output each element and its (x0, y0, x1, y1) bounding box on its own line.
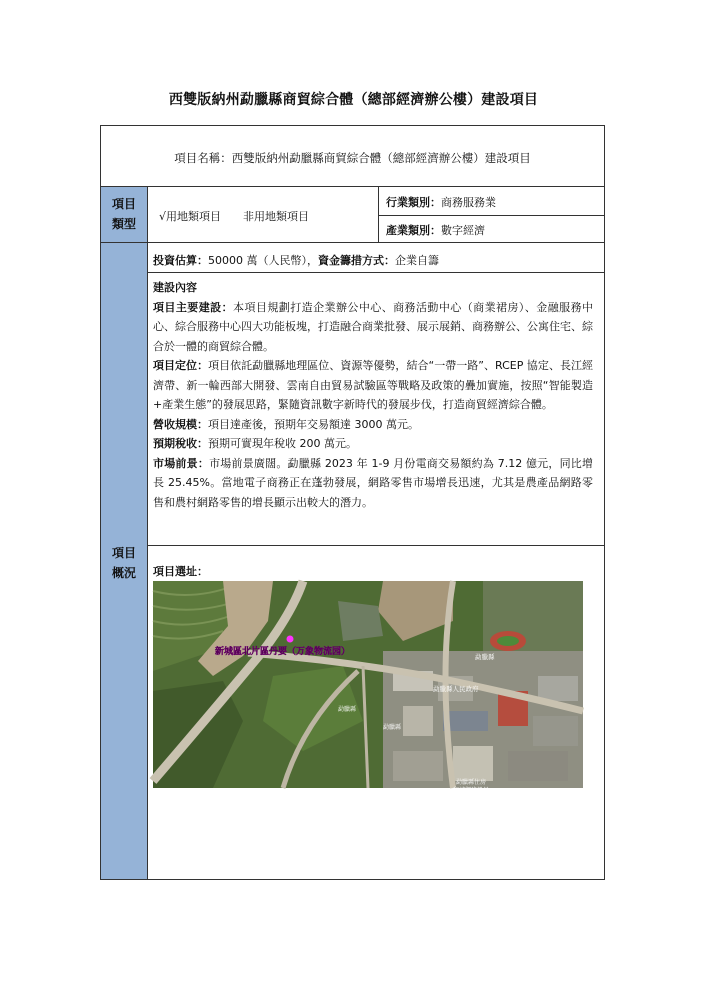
tax-text: 預期可實現年稅收 200 萬元。 (208, 437, 357, 450)
satellite-image (153, 581, 583, 794)
industry-category (386, 194, 496, 210)
document-title: 西雙版納州勐臘縣商貿綜合體（總部經濟辦公樓）建設項目 (168, 92, 539, 108)
main-construction-text: 本項目規劃打造企業辦公中心、商務活動中心（商業裙房）、金融服務中心、綜合服務中心四大功能板塊，打造融合商業批發、展示展銷、商務辦公、公寓住宅、綜合於一體的商貿綜合體。 (153, 300, 594, 353)
site-label: 項目選址： (153, 565, 208, 578)
project-table (100, 125, 605, 880)
funding-value: 企業自籌 (395, 254, 439, 267)
type-label-line2: 類型 (111, 217, 136, 231)
tax (153, 434, 593, 454)
overview-label-line2: 概況 (111, 566, 136, 580)
positioning (153, 356, 593, 415)
main-construction-label: 項目主要建設： (153, 300, 234, 314)
row-divider (148, 272, 604, 273)
site-satellite-map (153, 581, 583, 794)
revenue (153, 415, 593, 435)
map-place-label: 勐臘縣人民政府 (433, 685, 479, 693)
map-place-label: 勐臘縣住房 (456, 779, 487, 786)
row-divider (378, 215, 604, 216)
market (153, 454, 593, 513)
col-divider (147, 187, 148, 242)
sector-value: 數字經濟 (441, 224, 485, 237)
map-place-label: 和城鄉建設局 (453, 787, 490, 794)
content-heading: 建設內容 (153, 281, 197, 294)
construction-content (153, 278, 593, 512)
industry-value: 商務服務業 (441, 196, 496, 209)
type-label-line1: 項目 (111, 197, 136, 211)
overview-label (101, 543, 147, 583)
sector-label: 產業類別： (386, 224, 441, 237)
sector-category (386, 222, 485, 238)
site-map-label: 新城區北片區丹要（万象物流园） (215, 647, 351, 657)
overview-label-line1: 項目 (111, 546, 136, 560)
investment-value: 50000 萬（人民幣）， (208, 254, 318, 267)
positioning-label: 項目定位： (153, 359, 209, 372)
map-place-label: 勐臘縣 (475, 653, 495, 661)
industry-label: 行業類別： (386, 196, 441, 209)
investment-label: 投資估算： (153, 254, 208, 267)
row-divider (148, 545, 604, 546)
map-place-label: 勐臘縣 (338, 706, 357, 713)
positioning-text: 項目依託勐臘縣地理區位、資源等優勢，結合“一帶一路”、RCEP 協定、長江經濟帶、新一輪西部大開發、雲南自由貿易試驗區等戰略及政策的疊加實施，按照“智能製造+產業生態”的發展思路，緊隨資訊數字新時代的發展步伐，打造商貿經濟綜合體。 (153, 359, 593, 411)
tax-label: 預期稅收： (153, 437, 208, 450)
market-label: 市場前景： (153, 456, 210, 470)
project-name: 項目名稱：西雙版納州勐臘縣商貿綜合體（總部經濟辦公樓）建設項目 (174, 151, 531, 165)
main-construction (153, 298, 593, 357)
investment-line (153, 252, 439, 268)
site-marker (287, 636, 294, 643)
revenue-text: 項目達產後，預期年交易額達 3000 萬元。 (208, 417, 419, 431)
land-use-options: √用地類項目 非用地類項目 (159, 210, 310, 223)
map-place-label: 勐臘縣 (383, 724, 402, 731)
market-text: 市場前景廣闊。勐臘縣 2023 年 1-9 月份電商交易額約為 7.12 億元，同比增長 25.45%。當地電子商務正在蓬勃發展，網路零售市場增長迅速，尤其是農產品網路零售和農村網路零售的增長顯示出較大的潛力。 (153, 456, 594, 509)
col-divider (147, 243, 148, 879)
type-label (101, 194, 147, 234)
row-divider (101, 186, 604, 187)
row-divider (101, 242, 604, 243)
revenue-label: 營收規模： (153, 417, 208, 431)
funding-label: 資金籌措方式： (318, 254, 395, 267)
